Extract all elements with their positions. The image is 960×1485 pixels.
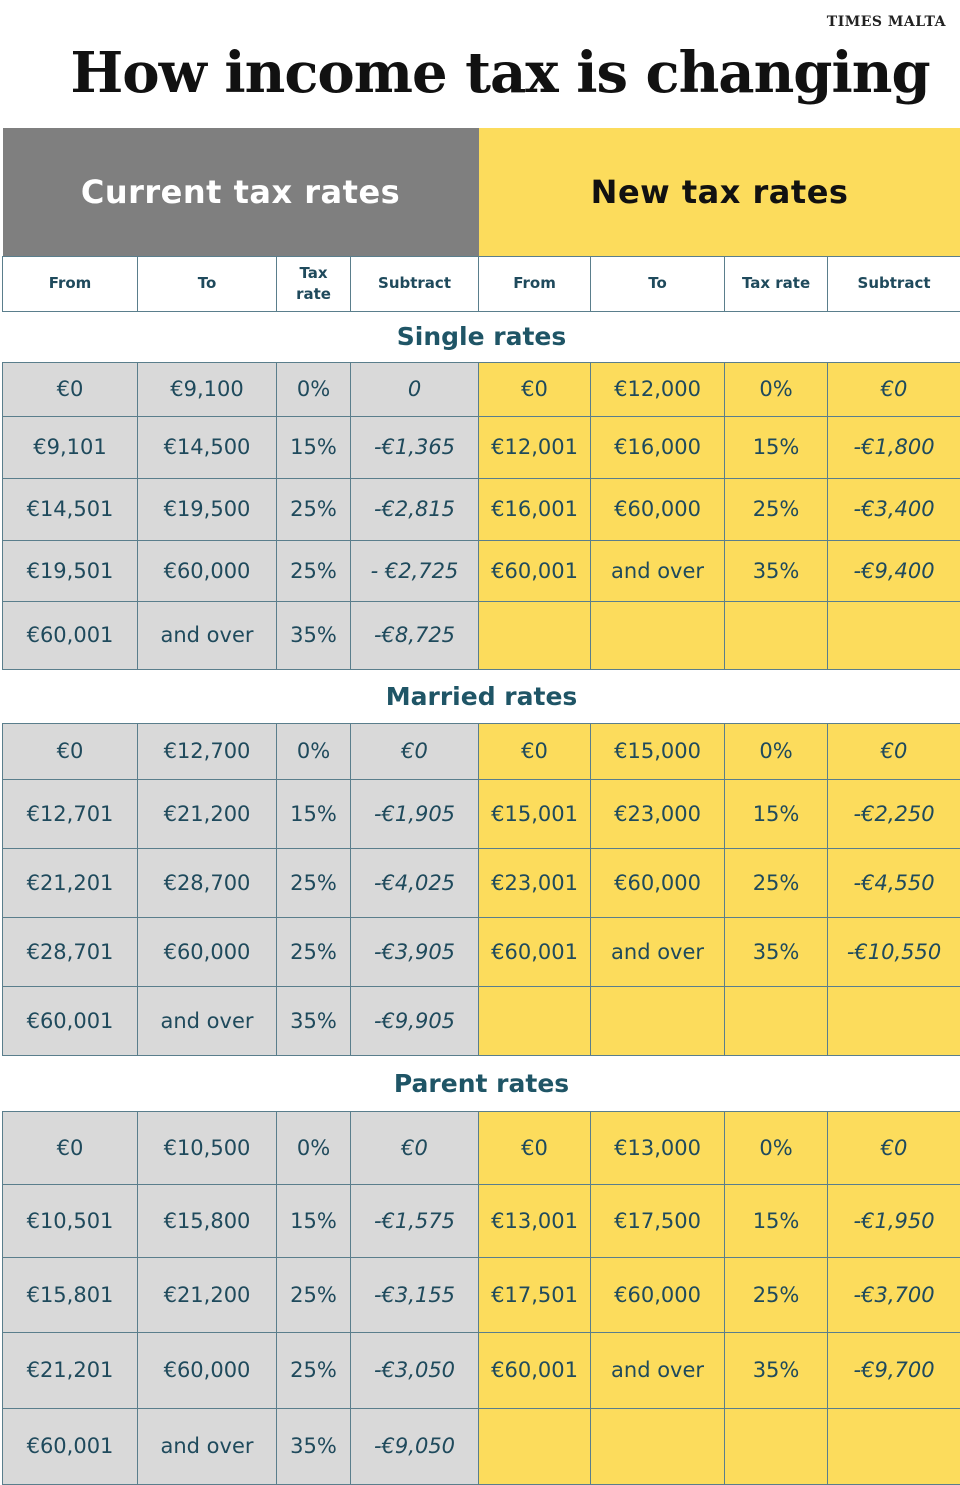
current-to-cell: €60,000 xyxy=(138,1332,277,1408)
new-subtract-header: Subtract xyxy=(828,256,960,311)
current-subtract-cell: -€3,050 xyxy=(351,1332,479,1408)
current-tax-rate-cell: 15% xyxy=(277,416,351,478)
current-from-cell: €15,801 xyxy=(3,1257,138,1332)
new-from-cell: €60,001 xyxy=(479,540,591,601)
current-tax-rate-cell: 25% xyxy=(277,1257,351,1332)
section-title: Married rates xyxy=(3,669,960,723)
page-title: How income tax is changing xyxy=(70,40,930,106)
current-tax-rate-cell: 0% xyxy=(277,723,351,779)
new-to-cell xyxy=(591,601,725,669)
new-subtract-cell: €0 xyxy=(828,723,960,779)
table-row xyxy=(3,986,960,1055)
current-from-header: From xyxy=(3,256,138,311)
new-tax-rate-cell: 35% xyxy=(725,1332,828,1408)
new-tax-rate-cell: 15% xyxy=(725,779,828,848)
current-tax-rate-cell: 25% xyxy=(277,478,351,540)
section-title: Single rates xyxy=(3,311,960,362)
times-malta-logo: TIMES MALTA xyxy=(826,14,946,30)
new-from-header: From xyxy=(479,256,591,311)
current-to-cell: €10,500 xyxy=(138,1111,277,1184)
new-subtract-cell: €0 xyxy=(828,1111,960,1184)
new-tax-rate-cell xyxy=(725,1408,828,1484)
table-row xyxy=(3,416,960,478)
new-from-cell: €16,001 xyxy=(479,478,591,540)
current-to-cell: €21,200 xyxy=(138,779,277,848)
current-from-cell: €60,001 xyxy=(3,601,138,669)
current-subtract-cell: -€1,905 xyxy=(351,779,479,848)
new-to-cell: and over xyxy=(591,1332,725,1408)
current-tax-rate-cell: 15% xyxy=(277,1184,351,1257)
new-to-cell xyxy=(591,986,725,1055)
new-from-cell: €0 xyxy=(479,362,591,416)
table-row xyxy=(3,540,960,601)
current-to-cell: €21,200 xyxy=(138,1257,277,1332)
table-row xyxy=(3,478,960,540)
new-to-cell: and over xyxy=(591,540,725,601)
current-from-cell: €60,001 xyxy=(3,1408,138,1484)
current-from-cell: €10,501 xyxy=(3,1184,138,1257)
new-subtract-cell: -€1,800 xyxy=(828,416,960,478)
current-from-cell: €21,201 xyxy=(3,1332,138,1408)
current-tax-rate-cell: 25% xyxy=(277,917,351,986)
new-tax-rate-cell: 25% xyxy=(725,478,828,540)
current-subtract-cell: -€2,815 xyxy=(351,478,479,540)
current-tax-rate-cell: 0% xyxy=(277,362,351,416)
current-subtract-cell: -€3,905 xyxy=(351,917,479,986)
new-from-cell xyxy=(479,986,591,1055)
new-tax-rate-cell xyxy=(725,601,828,669)
new-to-cell: €12,000 xyxy=(591,362,725,416)
table-row xyxy=(3,723,960,779)
current-to-cell: and over xyxy=(138,986,277,1055)
new-to-cell: €17,500 xyxy=(591,1184,725,1257)
new-subtract-cell: -€1,950 xyxy=(828,1184,960,1257)
current-subtract-cell: -€9,905 xyxy=(351,986,479,1055)
current-rates-header: Current tax rates xyxy=(3,128,479,256)
tax-rates-table xyxy=(2,128,960,1485)
current-tax-rate-cell: 35% xyxy=(277,601,351,669)
current-to-cell: €15,800 xyxy=(138,1184,277,1257)
new-tax-rate-cell: 35% xyxy=(725,540,828,601)
current-from-cell: €0 xyxy=(3,723,138,779)
new-subtract-cell: -€9,400 xyxy=(828,540,960,601)
new-to-cell: €60,000 xyxy=(591,478,725,540)
current-to-cell: €19,500 xyxy=(138,478,277,540)
new-from-cell: €0 xyxy=(479,1111,591,1184)
new-from-cell: €12,001 xyxy=(479,416,591,478)
new-subtract-cell xyxy=(828,601,960,669)
current-from-cell: €19,501 xyxy=(3,540,138,601)
current-tax-rate-cell: 0% xyxy=(277,1111,351,1184)
current-subtract-cell: - €2,725 xyxy=(351,540,479,601)
current-from-cell: €0 xyxy=(3,362,138,416)
current-from-cell: €12,701 xyxy=(3,779,138,848)
current-to-cell: €14,500 xyxy=(138,416,277,478)
current-to-cell: €9,100 xyxy=(138,362,277,416)
current-tax-rate-cell: 25% xyxy=(277,1332,351,1408)
table-row xyxy=(3,601,960,669)
current-from-cell: €0 xyxy=(3,1111,138,1184)
table-row xyxy=(3,1184,960,1257)
current-from-cell: €28,701 xyxy=(3,917,138,986)
table-row xyxy=(3,848,960,917)
current-subtract-cell: -€4,025 xyxy=(351,848,479,917)
current-from-cell: €60,001 xyxy=(3,986,138,1055)
current-subtract-cell: €0 xyxy=(351,1111,479,1184)
current-to-cell: €60,000 xyxy=(138,540,277,601)
new-subtract-cell: -€3,700 xyxy=(828,1257,960,1332)
current-subtract-cell: 0 xyxy=(351,362,479,416)
section-title: Parent rates xyxy=(3,1055,960,1111)
new-tax-rate-cell: 25% xyxy=(725,1257,828,1332)
current-tax-rate-cell: 25% xyxy=(277,848,351,917)
new-tax-rate-cell: 15% xyxy=(725,1184,828,1257)
current-tax-rate-cell: 35% xyxy=(277,986,351,1055)
new-subtract-cell xyxy=(828,1408,960,1484)
table-row xyxy=(3,1332,960,1408)
new-from-cell: €23,001 xyxy=(479,848,591,917)
current-subtract-cell: -€1,575 xyxy=(351,1184,479,1257)
table-row xyxy=(3,779,960,848)
new-tax-rate-cell: 15% xyxy=(725,416,828,478)
new-subtract-cell: -€4,550 xyxy=(828,848,960,917)
table-row xyxy=(3,362,960,416)
new-from-cell: €0 xyxy=(479,723,591,779)
current-subtract-cell: -€8,725 xyxy=(351,601,479,669)
new-to-cell: €23,000 xyxy=(591,779,725,848)
new-tax-rate-cell: 35% xyxy=(725,917,828,986)
current-to-header: To xyxy=(138,256,277,311)
new-to-cell: €60,000 xyxy=(591,848,725,917)
new-from-cell xyxy=(479,1408,591,1484)
new-tax-rate-cell: 0% xyxy=(725,723,828,779)
current-from-cell: €14,501 xyxy=(3,478,138,540)
table-row xyxy=(3,1257,960,1332)
new-from-cell xyxy=(479,601,591,669)
current-to-cell: and over xyxy=(138,601,277,669)
current-subtract-cell: -€9,050 xyxy=(351,1408,479,1484)
new-subtract-cell: -€9,700 xyxy=(828,1332,960,1408)
new-tax-rate-cell: 0% xyxy=(725,362,828,416)
current-to-cell: €60,000 xyxy=(138,917,277,986)
new-from-cell: €13,001 xyxy=(479,1184,591,1257)
new-subtract-cell: €0 xyxy=(828,362,960,416)
current-tax-rate-cell: 25% xyxy=(277,540,351,601)
table-row xyxy=(3,1111,960,1184)
table-row xyxy=(3,1408,960,1484)
new-from-cell: €60,001 xyxy=(479,1332,591,1408)
current-tax-rate-header: Tax rate xyxy=(277,256,351,311)
new-to-cell: and over xyxy=(591,917,725,986)
table-row xyxy=(3,917,960,986)
new-tax-rate-header: Tax rate xyxy=(725,256,828,311)
current-to-cell: €12,700 xyxy=(138,723,277,779)
new-subtract-cell: -€2,250 xyxy=(828,779,960,848)
current-to-cell: and over xyxy=(138,1408,277,1484)
current-tax-rate-cell: 15% xyxy=(277,779,351,848)
new-to-cell xyxy=(591,1408,725,1484)
new-to-cell: €15,000 xyxy=(591,723,725,779)
new-tax-rate-cell xyxy=(725,986,828,1055)
new-rates-header: New tax rates xyxy=(479,128,960,256)
new-tax-rate-cell: 0% xyxy=(725,1111,828,1184)
current-from-cell: €9,101 xyxy=(3,416,138,478)
new-from-cell: €15,001 xyxy=(479,779,591,848)
new-subtract-cell xyxy=(828,986,960,1055)
new-tax-rate-cell: 25% xyxy=(725,848,828,917)
new-to-cell: €60,000 xyxy=(591,1257,725,1332)
current-subtract-cell: €0 xyxy=(351,723,479,779)
new-subtract-cell: -€10,550 xyxy=(828,917,960,986)
new-to-cell: €13,000 xyxy=(591,1111,725,1184)
current-subtract-header: Subtract xyxy=(351,256,479,311)
current-subtract-cell: -€1,365 xyxy=(351,416,479,478)
new-to-header: To xyxy=(591,256,725,311)
new-to-cell: €16,000 xyxy=(591,416,725,478)
current-to-cell: €28,700 xyxy=(138,848,277,917)
new-from-cell: €17,501 xyxy=(479,1257,591,1332)
current-tax-rate-cell: 35% xyxy=(277,1408,351,1484)
current-subtract-cell: -€3,155 xyxy=(351,1257,479,1332)
current-from-cell: €21,201 xyxy=(3,848,138,917)
new-subtract-cell: -€3,400 xyxy=(828,478,960,540)
new-from-cell: €60,001 xyxy=(479,917,591,986)
